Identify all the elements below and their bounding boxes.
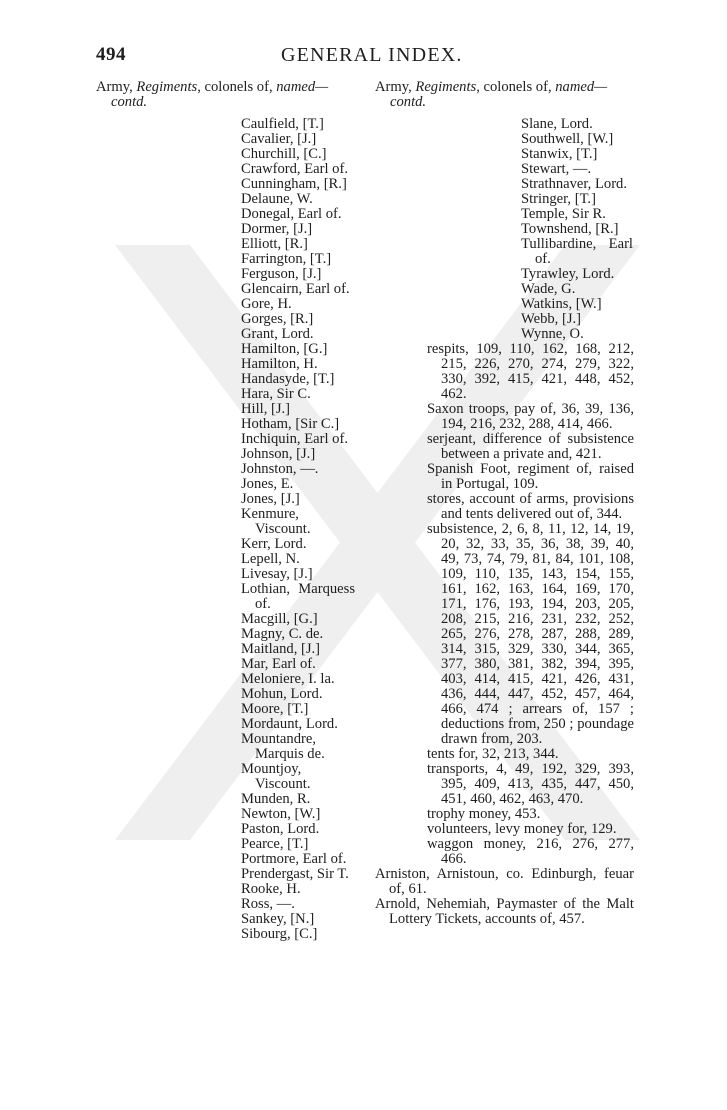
colonel-name: Pearce, [T.] xyxy=(241,836,309,852)
colonel-name: Slane, Lord. xyxy=(521,116,593,132)
colonel-name: Ross, —. xyxy=(241,896,295,912)
colonel-name: Mordaunt, Lord. xyxy=(241,716,338,732)
colonel-name: Mohun, Lord. xyxy=(241,686,323,702)
colonel-name: Webb, [J.] xyxy=(521,311,582,327)
index-sub-entry: serjeant, difference of subsistence between a private and, 421. xyxy=(427,431,634,462)
colonel-name: Donegal, Earl of. xyxy=(241,206,342,222)
colonel-name: Lepell, N. xyxy=(241,551,300,567)
index-sub-entry: transports, 4, 49, 192, 329, 393, 395, 409, 413, 435, 447, 450, 451, 460, 462, 463, 470. xyxy=(427,761,634,807)
index-entry: Arnold, Nehemiah, Paymaster of the Malt Lottery Tickets, accounts of, 457. xyxy=(375,896,634,927)
index-sub-entry: volunteers, levy money for, 129. xyxy=(427,821,617,837)
colonel-name: Handasyde, [T.] xyxy=(241,371,335,387)
page-number: 494 xyxy=(96,44,126,65)
colonel-name: Grant, Lord. xyxy=(241,326,314,342)
colonel-name: Stanwix, [T.] xyxy=(521,146,598,162)
colonel-name: Livesay, [J.] xyxy=(241,566,313,582)
index-entry: Arniston, Arnistoun, co. Edinburgh, feuar of, 61. xyxy=(375,866,634,897)
colonel-name: Munden, R. xyxy=(241,791,311,807)
index-sub-entry: Spanish Foot, regiment of, raised in Portugal, 109. xyxy=(427,461,634,492)
colonel-name: Farrington, [T.] xyxy=(241,251,332,267)
colonel-name: Johnson, [J.] xyxy=(241,446,316,462)
colonel-name: Kenmure, Viscount. xyxy=(241,506,311,537)
index-sub-entry: waggon money, 216, 276, 277, 466. xyxy=(427,836,634,867)
colonel-name: Maitland, [J.] xyxy=(241,641,321,657)
colonel-name: Hara, Sir C. xyxy=(241,386,311,402)
colonel-name: Newton, [W.] xyxy=(241,806,321,822)
colonel-name: Hotham, [Sir C.] xyxy=(241,416,340,432)
colonel-name: Meloniere, I. la. xyxy=(241,671,335,687)
colonel-name: Stewart, —. xyxy=(521,161,592,177)
colonel-name: Tullibardine, Earl of. xyxy=(521,236,633,267)
colonel-name: Crawford, Earl of. xyxy=(241,161,348,177)
left-names-list xyxy=(241,117,355,942)
right-sub-entries xyxy=(427,342,634,867)
index-sub-entry: respits, 109, 110, 162, 168, 212, 215, 226, 270, 274, 279, 322, 330, 392, 415, 421, 448, 452, 462. xyxy=(427,341,634,402)
colonel-name: Tyrawley, Lord. xyxy=(521,266,615,282)
colonel-name: Stringer, [T.] xyxy=(521,191,596,207)
colonel-name: Ferguson, [J.] xyxy=(241,266,322,282)
colonel-name: Rooke, H. xyxy=(241,881,301,897)
colonel-name: Cavalier, [J.] xyxy=(241,131,317,147)
colonel-name: Hamilton, [G.] xyxy=(241,341,328,357)
colonel-name: Elliott, [R.] xyxy=(241,236,308,252)
left-heading-contd: contd. xyxy=(111,94,148,110)
right-names-list xyxy=(521,117,633,342)
colonel-name: Churchill, [C.] xyxy=(241,146,327,162)
colonel-name: Gore, H. xyxy=(241,296,292,312)
colonel-name: Inchiquin, Earl of. xyxy=(241,431,348,447)
colonel-name: Temple, Sir R. xyxy=(521,206,606,222)
colonel-name: Jones, [J.] xyxy=(241,491,300,507)
colonel-name: Dormer, [J.] xyxy=(241,221,313,237)
colonel-name: Townshend, [R.] xyxy=(521,221,619,237)
colonel-name: Mar, Earl of. xyxy=(241,656,316,672)
colonel-name: Strathnaver, Lord. xyxy=(521,176,627,192)
colonel-name: Prendergast, Sir T. xyxy=(241,866,349,882)
colonel-name: Cunningham, [R.] xyxy=(241,176,347,192)
colonel-name: Wynne, O. xyxy=(521,326,584,342)
right-heading-text: Army, Regiments, colonels of, named— xyxy=(375,79,608,95)
page-title: GENERAL INDEX. xyxy=(281,44,463,66)
index-sub-entry: stores, account of arms, provisions and tents delivered out of, 344. xyxy=(427,491,634,522)
colonel-name: Mountjoy, Viscount. xyxy=(241,761,311,792)
right-main-entries xyxy=(375,867,634,927)
index-sub-entry: subsistence, 2, 6, 8, 11, 12, 14, 19, 20, 32, 33, 35, 36, 38, 39, 40, 49, 73, 74, 79, 81, 84, 101, 108, 109, 110, 135, 143, 154, 155, 161, 162, 163, 164, 169, 170, 171, 176, 193, 194, 203, 205, 208, 215, 216, 231, 232, 252, 265, 276, 278, 287, 288, 289, 314, 315, 329, 330, 344, 365, 377, 380, 381, 382, 394, 395, 403, 414, 415, 421, 426, 431, 436, 444, 447, 452, 457, 464, 466, 474 ; arrears of, 157 ; deductions from, 250 ; poundage drawn from, 203. xyxy=(427,521,634,747)
colonel-name: Gorges, [R.] xyxy=(241,311,314,327)
colonel-name: Hamilton, H. xyxy=(241,356,318,372)
colonel-name: Lothian, Marquess of. xyxy=(241,581,355,612)
left-heading-text: Army, Regiments, colonels of, named— xyxy=(96,79,329,95)
colonel-name: Macgill, [G.] xyxy=(241,611,318,627)
colonel-name: Magny, C. de. xyxy=(241,626,324,642)
colonel-name: Wade, G. xyxy=(521,281,576,297)
colonel-name: Paston, Lord. xyxy=(241,821,320,837)
left-heading xyxy=(96,80,358,110)
colonel-name: Southwell, [W.] xyxy=(521,131,614,147)
colonel-name: Johnston, —. xyxy=(241,461,319,477)
colonel-name: Moore, [T.] xyxy=(241,701,309,717)
colonel-name: Portmore, Earl of. xyxy=(241,851,347,867)
colonel-name: Hill, [J.] xyxy=(241,401,291,417)
colonel-name: Delaune, W. xyxy=(241,191,313,207)
colonel-name: Sankey, [N.] xyxy=(241,911,315,927)
colonel-name: Mountandre, Marquis de. xyxy=(241,731,325,762)
right-column xyxy=(375,80,634,927)
colonel-name: Glencairn, Earl of. xyxy=(241,281,350,297)
right-heading-contd: contd. xyxy=(390,94,427,110)
index-sub-entry: tents for, 32, 213, 344. xyxy=(427,746,559,762)
index-sub-entry: Saxon troops, pay of, 36, 39, 136, 194, 216, 232, 288, 414, 466. xyxy=(427,401,634,432)
colonel-name: Sibourg, [C.] xyxy=(241,926,318,942)
colonel-name: Caulfield, [T.] xyxy=(241,116,324,132)
left-column xyxy=(96,80,358,942)
colonel-name: Watkins, [W.] xyxy=(521,296,602,312)
colonel-name: Kerr, Lord. xyxy=(241,536,307,552)
index-sub-entry: trophy money, 453. xyxy=(427,806,541,822)
colonel-name: Jones, E. xyxy=(241,476,294,492)
right-heading xyxy=(375,80,634,110)
